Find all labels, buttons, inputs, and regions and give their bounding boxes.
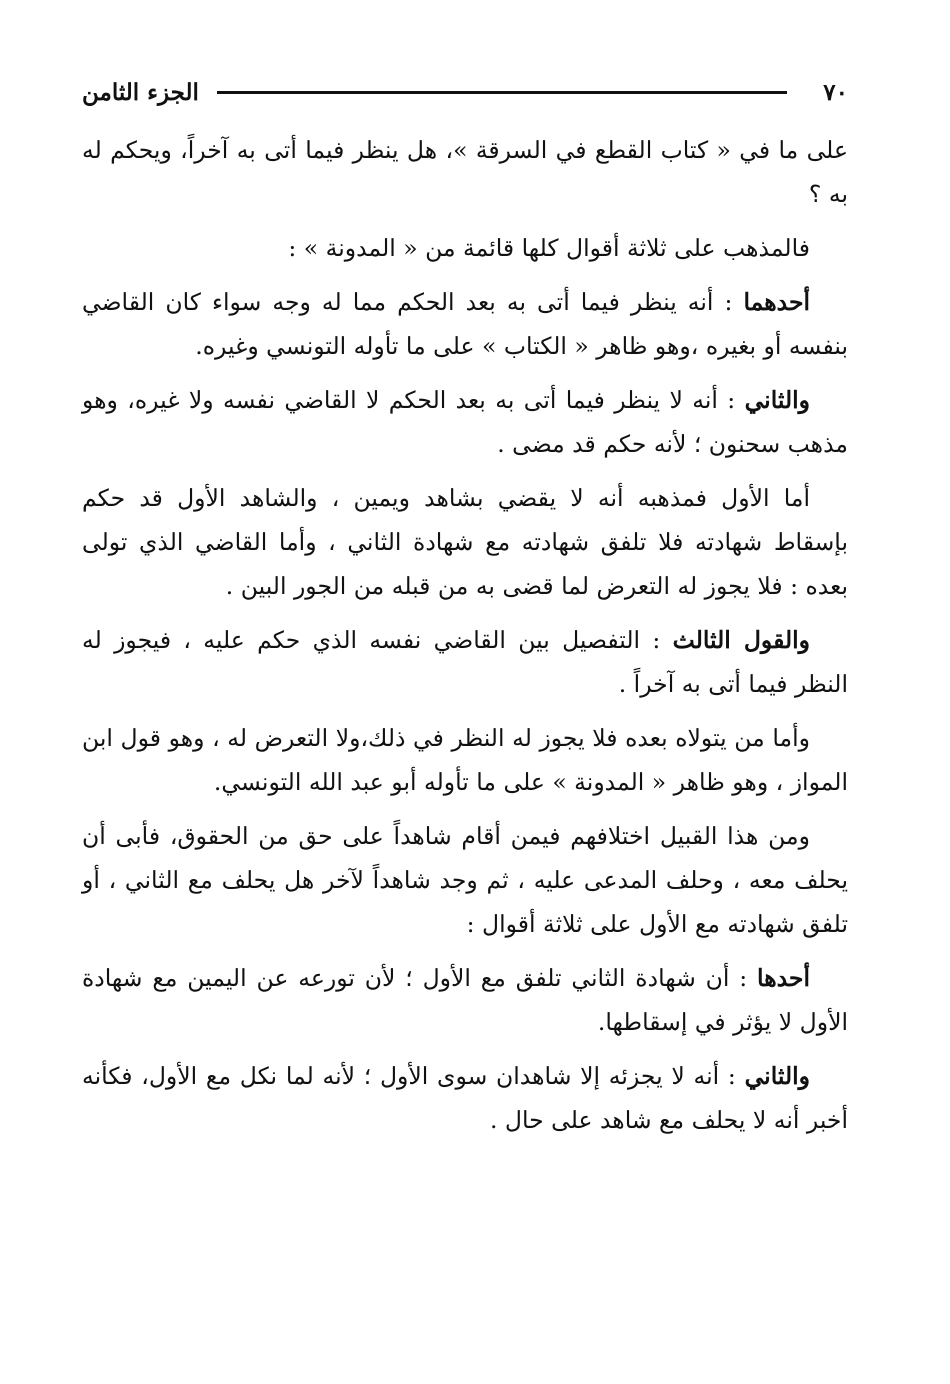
page-body (82, 128, 848, 1152)
page-header (82, 70, 848, 114)
paragraph-text: : التفصيل بين القاضي نفسه الذي حكم عليه ، فيجوز له النظر فيما أتى به آخراً . (82, 626, 848, 698)
paragraph-lead: أحدهما (743, 288, 810, 316)
paragraph-text: : أن شهادة الثاني تلفق مع الأول ؛ لأن تورعه عن اليمين مع شهادة الأول لا يؤثر في إسقاطها. (82, 964, 848, 1036)
paragraph-text: : أنه ينظر فيما أتى به بعد الحكم مما له وجه سواء كان القاضي بنفسه أو بغيره ،وهو ظاهر « الكتاب » على ما تأوله التونسي وغيره. (82, 288, 848, 360)
paragraph (82, 226, 848, 270)
paragraph-lead: والثاني (744, 386, 810, 414)
header-rule (217, 91, 787, 94)
paragraph (82, 618, 848, 706)
paragraph (82, 1054, 848, 1142)
paragraph (82, 476, 848, 608)
paragraph-text: على ما في « كتاب القطع في السرقة »، هل ينظر فيما أتى به آخراً، ويحكم له به ؟ (82, 136, 848, 208)
paragraph (82, 814, 848, 946)
page-number: ٧٠ (823, 78, 848, 106)
running-title: الجزء الثامن (82, 78, 199, 106)
paragraph-text: : أنه لا يجزئه إلا شاهدان سوى الأول ؛ لأنه لما نكل مع الأول، فكأنه أخبر أنه لا يحلف مع شاهد على حال . (82, 1062, 848, 1134)
paragraph (82, 716, 848, 804)
paragraph-text: : أنه لا ينظر فيما أتى به بعد الحكم لا القاضي نفسه ولا غيره، وهو مذهب سحنون ؛ لأنه حكم قد مضى . (82, 386, 848, 458)
paragraph (82, 956, 848, 1044)
paragraph (82, 128, 848, 216)
paragraph-lead: والثاني (744, 1062, 810, 1090)
paragraph-text: ومن هذا القبيل اختلافهم فيمن أقام شاهداً على حق من الحقوق، فأبى أن يحلف معه ، وحلف المدعى عليه ، ثم وجد شاهداً لآخر هل يحلف مع الثاني ، أو تلفق شهادته مع الأول على ثلاثة أقوال : (82, 822, 848, 938)
paragraph-lead: أحدها (757, 964, 810, 992)
paragraph-text: أما الأول فمذهبه أنه لا يقضي بشاهد ويمين ، والشاهد الأول قد حكم بإسقاط شهادته فلا تلفق شهادته مع شهادة الثاني ، وأما القاضي الذي تولى بعده : فلا يجوز له التعرض لما قضى به من قبله من الجور البين . (82, 484, 848, 600)
paragraph (82, 378, 848, 466)
paragraph-lead: والقول الثالث (672, 626, 810, 654)
paragraph-text: وأما من يتولاه بعده فلا يجوز له النظر في ذلك،ولا التعرض له ، وهو قول ابن المواز ، وهو ظاهر « المدونة » على ما تأوله أبو عبد الله التونسي. (82, 724, 848, 796)
paragraph-text: فالمذهب على ثلاثة أقوال كلها قائمة من « المدونة » : (288, 234, 810, 262)
paragraph (82, 280, 848, 368)
